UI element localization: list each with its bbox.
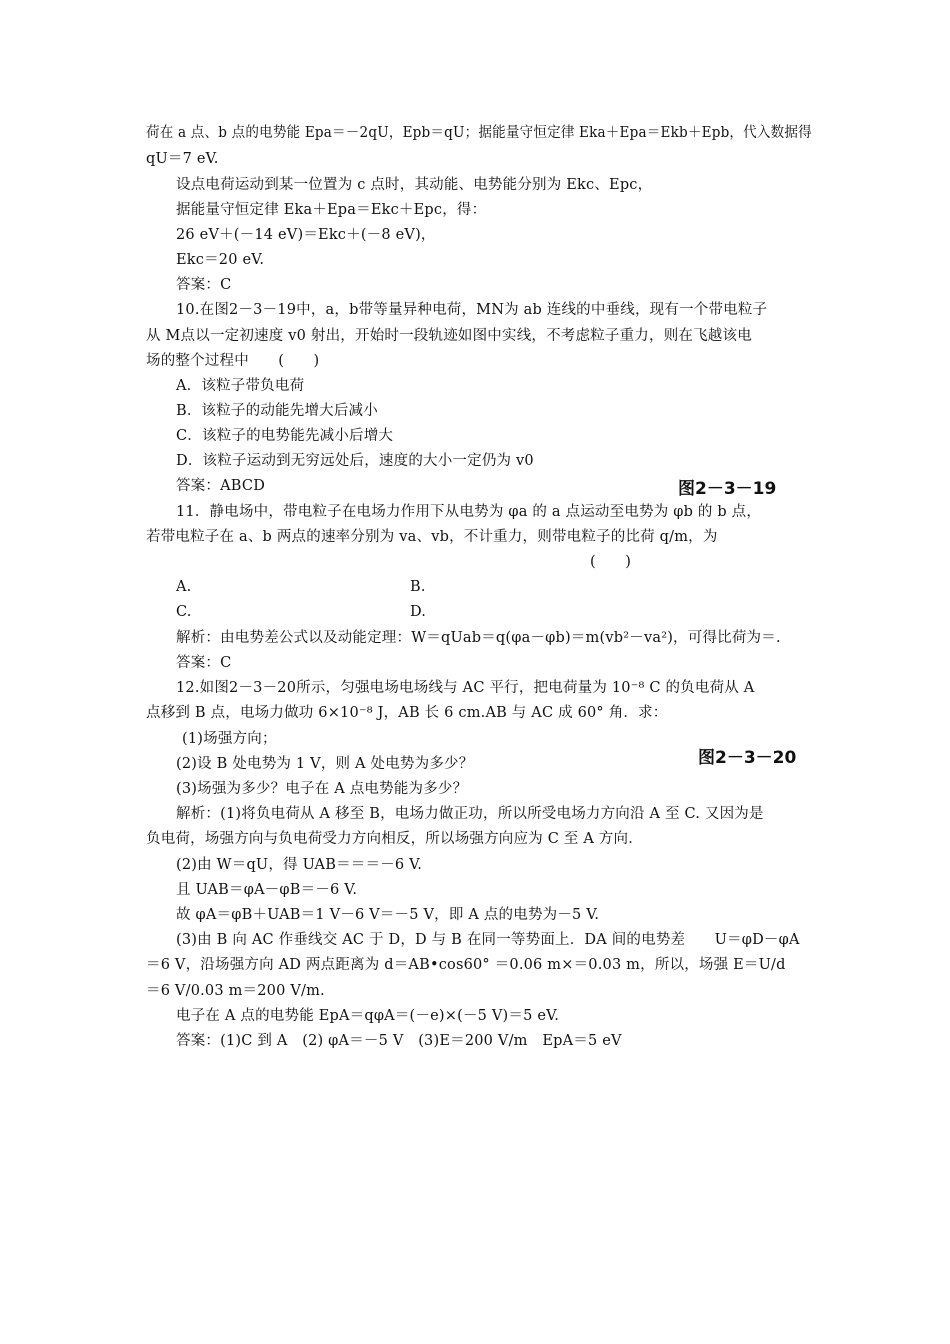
text-line: 从 M点以一定初速度 v0 射出，开始时一段轨迹如图中实线，不考虑粒子重力，则在飞越该电	[146, 328, 752, 344]
text-line: (2)由 W＝qU，得 UAB＝＝＝－6 V.	[176, 857, 423, 873]
text-line: (2)设 B 处电势为 1 V，则 A 处电势为多少？	[176, 756, 474, 772]
figure-label: 图2－3－20	[698, 748, 797, 768]
option-b: B.	[410, 579, 426, 595]
text-line: 荷在 a 点、b 点的电势能 Epa＝－2qU，Epb＝qU；据能量守恒定律 Eka＋Epa＝Ekb＋Epb，代入数据得	[146, 125, 812, 141]
text-line: ( )	[590, 554, 632, 570]
text-line: (3)场强为多少？电子在 A 点电势能为多少？	[176, 781, 468, 797]
text-line: 场的整个过程中 ( )	[146, 353, 320, 369]
answer: 答案：C	[176, 655, 232, 671]
text-line: ＝6 V，沿场强方向 AD 两点距离为 d＝AB•cos60° ＝0.06 m×＝0.03 m，所以，场强 E＝U/d	[146, 957, 786, 973]
question-12: 12.如图2－3－20所示，匀强电场电场线与 AC 平行，把电荷量为 10⁻⁸ C 的负电荷从 A	[176, 680, 755, 696]
option-a: A.	[176, 579, 192, 595]
answer: 答案：ABCD	[176, 478, 266, 494]
option-d: D.	[410, 604, 427, 620]
figure-label: 图2－3－19	[678, 479, 777, 499]
option-c: C.	[176, 604, 192, 620]
option-d: D．该粒子运动到无穷远处后，速度的大小一定仍为 v0	[176, 453, 534, 469]
answer: 答案：(1)C 到 A (2) φA＝－5 V (3)E＝200 V/m EpA＝5 eV	[176, 1033, 622, 1049]
option-a: A．该粒子带负电荷	[176, 378, 305, 394]
option-c: C．该粒子的电势能先减小后增大	[176, 428, 394, 444]
option-b: B．该粒子的动能先增大后减小	[176, 403, 378, 419]
text-line: (3)由 B 向 AC 作垂线交 AC 于 D，D 与 B 在同一等势面上．DA 间的电势差 U＝φD－φA	[176, 932, 800, 948]
text-line: (1)场强方向；	[182, 731, 277, 747]
text-line: 据能量守恒定律 Eka＋Epa＝Ekc＋Epc，得：	[176, 202, 487, 218]
question-10: 10.在图2－3－19中，a，b带等量异种电荷，MN为 ab 连线的中垂线，现有一个带电粒子	[176, 302, 768, 318]
text-line: 点移到 B 点，电场力做功 6×10⁻⁸ J，AB 长 6 cm.AB 与 AC 成 60° 角．求：	[146, 705, 668, 721]
text-line: Ekc＝20 eV.	[176, 252, 265, 268]
solution: 解析：(1)将负电荷从 A 移至 B，电场力做正功，所以所受电场力方向沿 A 至 C. 又因为是	[176, 806, 764, 822]
text-line: qU＝7 eV.	[146, 151, 219, 167]
question-11: 11．静电场中，带电粒子在电场力作用下从电势为 φa 的 a 点运动至电势为 φb 的 b 点，	[176, 504, 762, 520]
text-line: 26 eV＋(－14 eV)＝Ekc＋(－8 eV)，	[176, 227, 436, 243]
text-line: 若带电粒子在 a、b 两点的速率分别为 va、vb，不计重力，则带电粒子的比荷 q/m，为	[146, 529, 718, 545]
text-line: 答案：C	[176, 277, 232, 293]
text-line: 且 UAB＝φA－φB＝－6 V.	[176, 882, 358, 898]
solution: 解析：由电势差公式以及动能定理：W＝qUab＝q(φa－φb)＝m(vb²－va²)，可得比荷为＝.	[176, 630, 781, 646]
text-line: ＝6 V/0.03 m＝200 V/m.	[146, 983, 325, 999]
text-line: 负电荷，场强方向与负电荷受力方向相反，所以场强方向应为 C 至 A 方向．	[146, 831, 643, 847]
text-line: 电子在 A 点的电势能 EpA＝qφA＝(－e)×(－5 V)＝5 eV.	[176, 1008, 560, 1024]
text-line: 故 φA＝φB＋UAB＝1 V－6 V＝－5 V，即 A 点的电势为－5 V.	[176, 907, 600, 923]
text-line: 设点电荷运动到某一位置为 c 点时，其动能、电势能分别为 Ekc、Epc，	[176, 177, 653, 193]
